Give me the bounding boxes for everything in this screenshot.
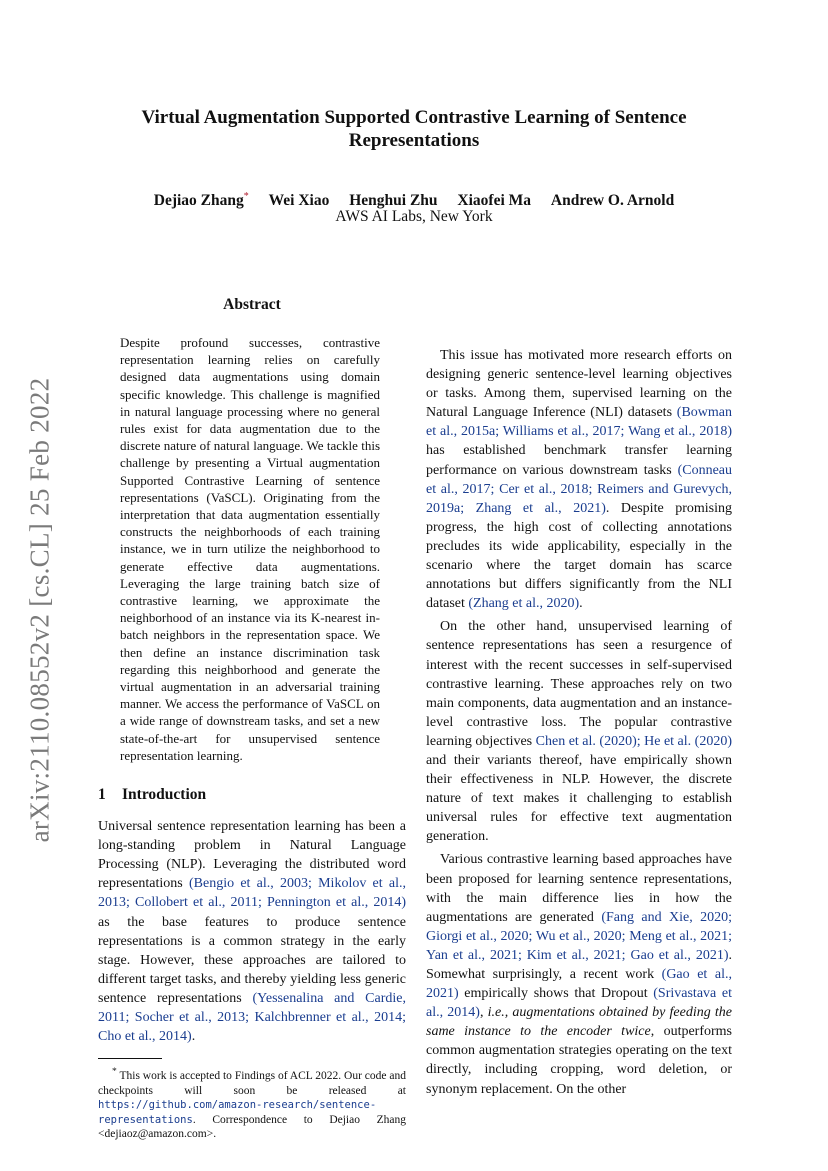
section-number: 1 <box>98 786 106 804</box>
abstract-heading: Abstract <box>223 296 281 313</box>
citation-link[interactable]: (Gao et al., 2021) <box>426 967 733 1002</box>
author-name: Xiaofei Ma <box>457 192 532 210</box>
intro-paragraph-1: Universal sentence representation learning has been a long-standing problem in Natural Language Processing (NLP). Leveraging the distributed word representations (Bengio et al., 2003; Mikolov et al., 2013; Collobert et al., 2011; Pennington et al., 2014) as the base features to produce sentence representations is a common strategy in the early stage. However, these approaches are tailored to different target tasks, and thereby yielding less generic sentence representations (Yessenalina and Cardie, 2011; Socher et al., 2013; Kalchbrenner et al., 2014; Cho et al., 2014). <box>98 819 406 1045</box>
section-heading <box>98 786 406 804</box>
author-name: Dejiao Zhang* <box>153 191 249 210</box>
paper-title: Virtual Augmentation Supported Contrastive Learning of Sentence Representations <box>141 107 687 151</box>
arxiv-identifier: arXiv:2110.08552v2 [cs.CL] 25 Feb 2022 <box>24 377 55 843</box>
citation-link[interactable]: (Zhang et al., 2020) <box>468 596 580 612</box>
intro-paragraph-2: This issue has motivated more research efforts on designing generic sentence-level learning objectives or tasks. Among them, supervised learning on the Natural Language Inference (NLI) datasets (Bowman et al., 2015a; Williams et al., 2017; Wang et al., 2018) has established benchmark transfer learning performance on various downstream tasks (Conneau et al., 2017; Cer et al., 2018; Reimers and Gurevych, 2019a; Zhang et al., 2021). Despite promising progress, the high cost of collecting annotations precludes its wide applicability, especially in the scenario where the target domain has scarce annotations but differs significantly from the NLI dataset (Zhang et al., 2020). <box>426 348 732 612</box>
affiliation: AWS AI Labs, New York <box>335 208 493 225</box>
citation-link[interactable]: (Fang and Xie, 2020; Giorgi et al., 2020; Wu et al., 2020; Meng et al., 2021; Yan et al., 2021; Kim et al., 2021; Gao et al., 2021) <box>426 909 732 963</box>
author-name: Henghui Zhu <box>349 192 438 210</box>
citation-link[interactable]: (Yessenalina and Cardie, 2011; Socher et al., 2013; Kalchbrenner et al., 2014; Cho et al., 2014) <box>98 990 406 1045</box>
citation-link[interactable]: (Conneau et al., 2017; Cer et al., 2018; Reimers and Gurevych, 2019a; Zhang et al., 2021) <box>426 462 732 516</box>
arxiv-sidebar <box>18 360 62 860</box>
right-column <box>426 299 732 1099</box>
footnote: * This work is accepted to Findings of ACL 2022. Our code and checkpoints will soon be released at https://github.com/amazon-research/sentence-representations. Correspondence to Dejiao Zhang <dejiaoz@amazon.com>. <box>98 1066 406 1141</box>
author-footnote-mark[interactable]: * <box>243 191 249 202</box>
footnote-rule <box>98 1058 162 1059</box>
code-url-link[interactable]: https://github.com/amazon-research/sentence-representations <box>98 1099 377 1126</box>
intro-paragraph-4: Various contrastive learning based approaches have been proposed for learning sentence representations, with the main difference lies in how the augmentations are generated (Fang and Xie, 2020; Giorgi et al., 2020; Wu et al., 2020; Meng et al., 2021; Yan et al., 2021; Kim et al., 2021; Gao et al., 2021). Somewhat surprisingly, a recent work (Gao et al., 2021) empirically shows that Dropout (Srivastava et al., 2014), i.e., augmentations obtained by feeding the same instance to the encoder twice, outperforms common augmentation strategies operating on the text directly, including cropping, word deletion, or synonym replacement. On the other <box>426 852 733 1097</box>
citation-link[interactable]: (Srivastava et al., 2014) <box>426 986 732 1021</box>
emphasized-text: i.e., augmentations obtained by feeding the same instance to the encoder twice <box>426 1005 733 1040</box>
author-name: Andrew O. Arnold <box>550 192 675 210</box>
citation-link[interactable]: Chen et al. (2020); He et al. (2020) <box>535 733 732 749</box>
citation-link[interactable]: (Bowman et al., 2015a; Williams et al., 2017; Wang et al., 2018) <box>426 405 732 440</box>
citation-link[interactable]: (Bengio et al., 2003; Mikolov et al., 2013; Collobert et al., 2011; Pennington et al., 2014) <box>98 876 406 911</box>
section-title: Introduction <box>122 786 207 804</box>
intro-paragraph-3: On the other hand, unsupervised learning of sentence representations has seen a resurgence of interest with the recent successes in self-supervised contrastive learning. These approaches rely on two main components, data augmentation and an instance-level contrastive loss. The popular contrastive learning objectives Chen et al. (2020); He et al. (2020) and their variants thereof, have empirically shown their effectiveness in NLP. However, the discrete nature of text makes it challenging to establish universal rules for effective text augmentation generation. <box>426 619 732 845</box>
abstract-text: Despite profound successes, contrastive representation learning relies on carefully designed data augmentations using domain specific knowledge. This challenge is magnified in natural language processing where no general rules exist for data augmentation due to the discrete nature of natural language. We tackle this challenge by presenting a Virtual augmentation Supported Contrastive Learning of sentence representations (VaSCL). Originating from the interpretation that data augmentation essentially constructs the neighborhoods of each training instance, we in turn utilize the neighborhood to generate effective data augmentations. Leveraging the large training batch size of contrastive learning, we approximate the neighborhood of an instance via its K-nearest in-batch neighbors in the representation space. We then define an instance discrimination task regarding this neighborhood and generate the virtual augmentation in an adversarial training manner. We access the performance of VaSCL on a wide range of downstream tasks, and set a new state-of-the-art for unsupervised sentence representation learning. <box>120 335 380 763</box>
left-column <box>98 296 406 1142</box>
author-name: Wei Xiao <box>268 192 330 210</box>
